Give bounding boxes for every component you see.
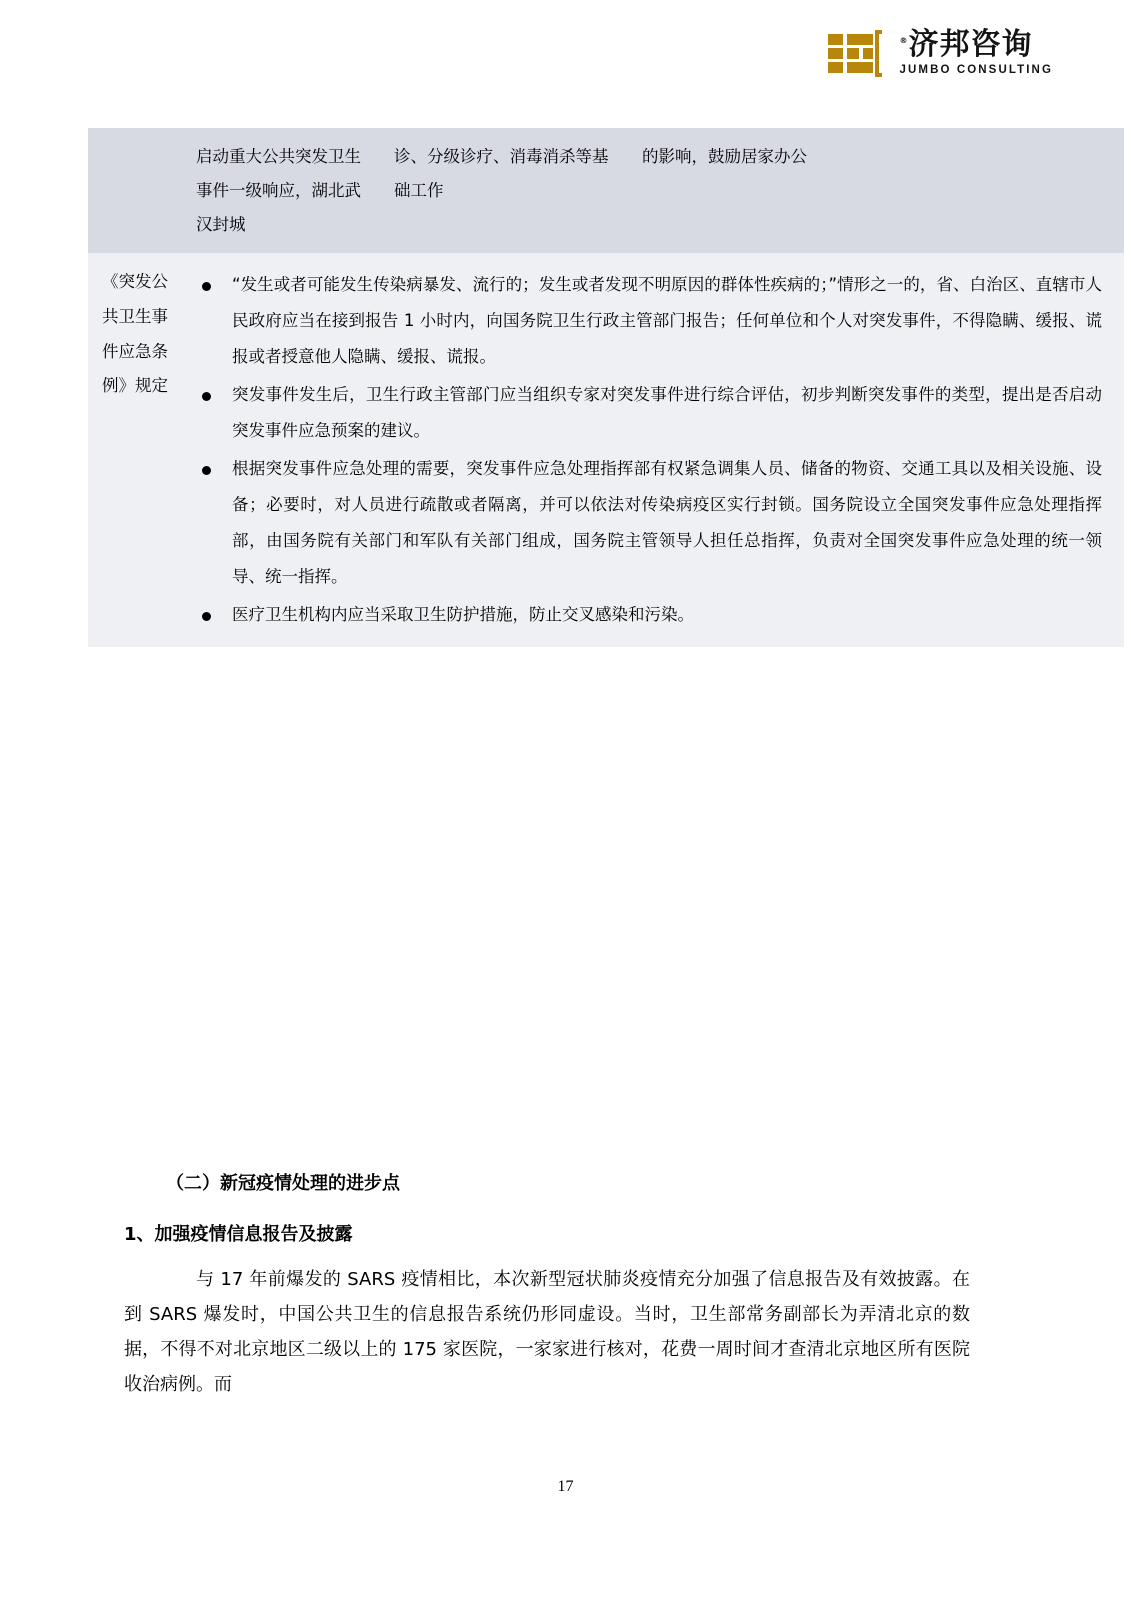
sub-heading: 1、加强疫情信息报告及披露 — [124, 1223, 353, 1245]
table-cell-impact: 的影响，鼓励居家办公 — [628, 128, 876, 253]
regulation-table — [88, 128, 1124, 647]
company-logo — [828, 27, 1054, 77]
table-row — [88, 128, 1124, 253]
list-item: 突发事件发生后，卫生行政主管部门应当组织专家对突发事件进行综合评估，初步判断突发事件的类型，提出是否启动突发事件应急预案的建议。 — [190, 377, 1102, 449]
list-item: 医疗卫生机构内应当采取卫生防护措施，防止交叉感染和污染。 — [190, 597, 1102, 633]
table-cell-regulation-body — [182, 253, 1124, 647]
table-cell-empty-right — [876, 128, 1124, 253]
table-row — [88, 253, 1124, 647]
page-number: 17 — [557, 1478, 574, 1495]
table-cell-empty-left — [88, 128, 182, 253]
body-content — [88, 1148, 1048, 1402]
body-paragraph: 与 17 年前爆发的 SARS 疫情相比，本次新型冠状肺炎疫情充分加强了信息报告及有效披露。在到 SARS 爆发时，中国公共卫生的信息报告系统仍形同虚设。当时，卫生部常务副部长为弄清北京的数据，不得不对北京地区二级以上的 175 家医院，一家家进行核对，花费一周时间才查清北京地区所有医院收治病例。而 — [124, 1268, 970, 1395]
logo-mark-icon — [828, 30, 890, 76]
section-heading: （二）新冠疫情处理的进步点 — [166, 1173, 400, 1194]
logo-chinese-name: ®济邦咨询 — [899, 27, 1033, 62]
regulation-bullet-list — [190, 267, 1102, 633]
list-item: “发生或者可能发生传染病暴发、流行的；发生或者发现不明原因的群体性疾病的；”情形之一的，省、白治区、直辖市人民政府应当在接到报告 1 小时内，向国务院卫生行政主管部门报告；任何单位和个人对突发事件，不得隐瞒、缓报、谎报或者授意他人隐瞒、缓报、谎报。 — [190, 267, 1102, 375]
table-cell-basic-work: 诊、分级诊疗、消毒消杀等基础工作 — [380, 128, 628, 253]
table-cell-regulation-label: 《突发公共卫生事件应急条例》规定 — [88, 253, 182, 647]
table-cell-response-level: 启动重大公共突发卫生事件一级响应，湖北武汉封城 — [182, 128, 380, 253]
registered-mark-icon: ® — [899, 36, 909, 45]
list-item: 根据突发事件应急处理的需要，突发事件应急处理指挥部有权紧急调集人员、储备的物资、交通工具以及相关设施、设备；必要时，对人员进行疏散或者隔离，并可以依法对传染病疫区实行封锁。国务院设立全国突发事件应急处理指挥部，由国务院有关部门和军队有关部门组成，国务院主管领导人担任总指挥，负责对全国突发事件应急处理的统一领导、统一指挥。 — [190, 451, 1102, 595]
logo-english-name: JUMBO CONSULTING — [899, 64, 1053, 76]
